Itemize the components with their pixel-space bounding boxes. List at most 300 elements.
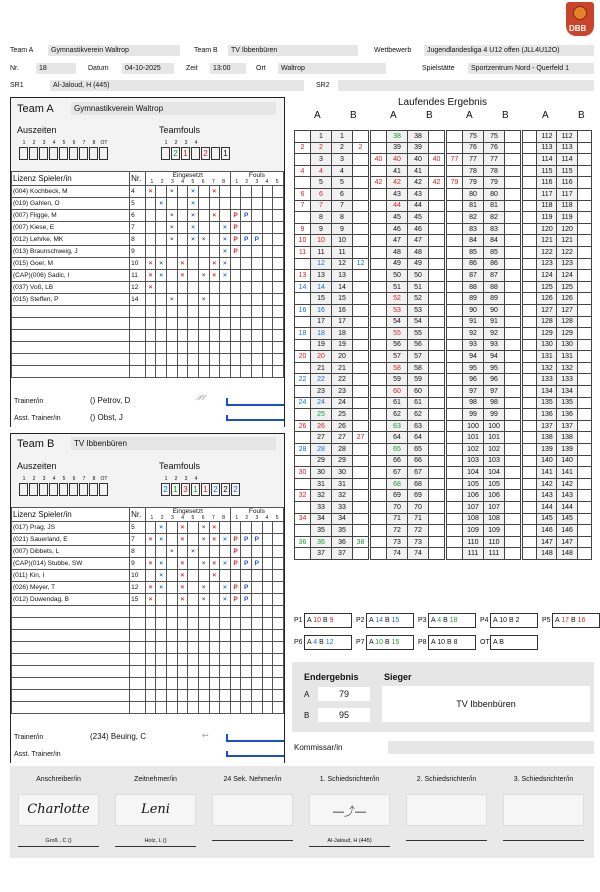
running-a-mark[interactable] (523, 339, 537, 351)
running-a-mark[interactable] (447, 328, 463, 340)
foul-cell[interactable] (252, 570, 263, 582)
foul-cell[interactable] (230, 198, 241, 210)
foul-cell[interactable] (230, 330, 241, 342)
foul-cell[interactable] (252, 366, 263, 378)
played-cell[interactable] (156, 654, 167, 666)
running-b-mark[interactable] (429, 293, 445, 305)
running-a-mark[interactable] (295, 386, 311, 398)
played-cell[interactable] (220, 690, 231, 702)
timeout-box[interactable] (39, 147, 48, 160)
running-b-mark[interactable] (577, 212, 591, 224)
running-b-mark[interactable] (353, 200, 369, 212)
foul-cell[interactable]: P (230, 246, 241, 258)
running-b-mark[interactable] (353, 444, 369, 456)
foul-cell[interactable] (230, 294, 241, 306)
timeout-boxes[interactable] (19, 483, 109, 496)
running-a-mark[interactable] (523, 165, 537, 177)
running-b-mark[interactable] (353, 339, 369, 351)
played-cell[interactable]: × (145, 534, 156, 546)
running-b-mark[interactable] (577, 362, 591, 374)
running-a-mark[interactable] (371, 304, 387, 316)
foul-cell[interactable] (230, 354, 241, 366)
running-a-mark[interactable] (523, 548, 537, 560)
teamfoul-box[interactable]: 1 (221, 147, 230, 160)
running-a-mark[interactable] (371, 293, 387, 305)
played-cell[interactable] (198, 606, 209, 618)
played-cell[interactable]: × (198, 582, 209, 594)
foul-cell[interactable] (273, 282, 284, 294)
played-cell[interactable] (167, 198, 178, 210)
foul-cell[interactable] (262, 306, 273, 318)
running-a-mark[interactable] (523, 293, 537, 305)
played-cell[interactable] (177, 210, 188, 222)
played-cell[interactable] (198, 630, 209, 642)
foul-cell[interactable] (241, 198, 252, 210)
played-cell[interactable]: × (167, 294, 178, 306)
foul-cell[interactable] (252, 306, 263, 318)
played-cell[interactable] (167, 258, 178, 270)
played-cell[interactable]: × (177, 594, 188, 606)
running-a-mark[interactable] (447, 502, 463, 514)
running-a-mark[interactable]: 34 (295, 513, 311, 525)
signature-box[interactable] (503, 794, 584, 826)
running-b-mark[interactable] (505, 281, 521, 293)
played-cell[interactable] (220, 546, 231, 558)
played-cell[interactable] (156, 234, 167, 246)
played-cell[interactable] (188, 618, 199, 630)
running-b-mark[interactable] (353, 131, 369, 143)
foul-cell[interactable] (241, 186, 252, 198)
played-cell[interactable] (188, 558, 199, 570)
running-a-mark[interactable] (447, 467, 463, 479)
played-cell[interactable] (209, 582, 220, 594)
played-cell[interactable] (145, 606, 156, 618)
foul-cell[interactable]: P (252, 534, 263, 546)
played-cell[interactable]: × (177, 270, 188, 282)
running-a-mark[interactable] (371, 455, 387, 467)
running-a-mark[interactable] (371, 281, 387, 293)
running-a-mark[interactable] (371, 246, 387, 258)
running-a-mark[interactable] (447, 478, 463, 490)
foul-cell[interactable] (230, 630, 241, 642)
running-b-mark[interactable]: 27 (353, 432, 369, 444)
played-cell[interactable] (198, 342, 209, 354)
running-a-mark[interactable]: 77 (447, 154, 463, 166)
foul-cell[interactable]: P (241, 234, 252, 246)
played-cell[interactable]: × (188, 546, 199, 558)
played-cell[interactable] (177, 606, 188, 618)
played-cell[interactable]: × (198, 558, 209, 570)
running-b-mark[interactable] (353, 177, 369, 189)
foul-cell[interactable] (241, 666, 252, 678)
played-cell[interactable] (145, 330, 156, 342)
running-a-mark[interactable] (523, 304, 537, 316)
played-cell[interactable] (188, 534, 199, 546)
foul-cell[interactable] (262, 570, 273, 582)
running-a-mark[interactable]: 10 (295, 235, 311, 247)
foul-cell[interactable] (230, 606, 241, 618)
played-cell[interactable] (167, 618, 178, 630)
played-cell[interactable] (220, 210, 231, 222)
played-cell[interactable] (156, 330, 167, 342)
foul-cell[interactable] (230, 270, 241, 282)
played-cell[interactable] (167, 282, 178, 294)
played-cell[interactable] (156, 546, 167, 558)
foul-cell[interactable] (241, 546, 252, 558)
running-a-mark[interactable] (371, 223, 387, 235)
running-b-mark[interactable] (505, 188, 521, 200)
foul-cell[interactable] (273, 318, 284, 330)
running-b-mark[interactable] (353, 374, 369, 386)
running-a-mark[interactable] (371, 270, 387, 282)
played-cell[interactable]: × (145, 558, 156, 570)
teamfoul-box[interactable]: 1 (201, 483, 210, 496)
running-a-mark[interactable] (447, 362, 463, 374)
played-cell[interactable]: × (209, 534, 220, 546)
played-cell[interactable] (156, 282, 167, 294)
foul-cell[interactable] (252, 678, 263, 690)
running-b-mark[interactable] (429, 351, 445, 363)
running-b-mark[interactable] (505, 374, 521, 386)
foul-cell[interactable] (230, 666, 241, 678)
played-cell[interactable]: × (156, 570, 167, 582)
timeout-boxes[interactable] (19, 147, 109, 160)
foul-cell[interactable] (262, 678, 273, 690)
played-cell[interactable] (156, 690, 167, 702)
running-a-mark[interactable] (371, 339, 387, 351)
played-cell[interactable] (145, 306, 156, 318)
running-b-mark[interactable] (577, 502, 591, 514)
foul-cell[interactable] (262, 558, 273, 570)
played-cell[interactable] (209, 234, 220, 246)
foul-cell[interactable]: P (230, 558, 241, 570)
running-a-mark[interactable] (371, 420, 387, 432)
running-b-mark[interactable] (429, 455, 445, 467)
foul-cell[interactable] (262, 318, 273, 330)
running-a-mark[interactable] (447, 444, 463, 456)
running-b-mark[interactable] (577, 351, 591, 363)
foul-cell[interactable]: P (252, 558, 263, 570)
foul-cell[interactable] (241, 270, 252, 282)
running-b-mark[interactable] (353, 513, 369, 525)
foul-cell[interactable] (252, 210, 263, 222)
running-b-mark[interactable] (353, 548, 369, 560)
played-cell[interactable] (156, 366, 167, 378)
played-cell[interactable] (220, 654, 231, 666)
signature-box[interactable] (309, 794, 390, 826)
played-cell[interactable] (198, 546, 209, 558)
foul-cell[interactable] (252, 522, 263, 534)
teamfoul-box[interactable]: 2 (231, 483, 240, 496)
teamfoul-box[interactable]: 2 (161, 483, 170, 496)
played-cell[interactable] (220, 522, 231, 534)
played-cell[interactable] (198, 246, 209, 258)
running-b-mark[interactable] (353, 490, 369, 502)
foul-cell[interactable] (273, 534, 284, 546)
running-b-mark[interactable] (353, 502, 369, 514)
running-b-mark[interactable] (353, 246, 369, 258)
played-cell[interactable] (145, 522, 156, 534)
played-cell[interactable] (220, 354, 231, 366)
timeout-box[interactable] (29, 147, 38, 160)
running-a-mark[interactable] (295, 362, 311, 374)
running-a-mark[interactable] (371, 362, 387, 374)
running-b-mark[interactable] (353, 397, 369, 409)
played-cell[interactable] (188, 654, 199, 666)
foul-cell[interactable] (262, 342, 273, 354)
played-cell[interactable] (156, 630, 167, 642)
played-cell[interactable] (188, 318, 199, 330)
played-cell[interactable] (177, 306, 188, 318)
running-b-mark[interactable] (505, 525, 521, 537)
timeout-box[interactable] (39, 483, 48, 496)
running-a-mark[interactable] (447, 536, 463, 548)
running-a-mark[interactable] (447, 235, 463, 247)
timeout-box[interactable] (99, 483, 108, 496)
played-cell[interactable]: × (156, 258, 167, 270)
running-b-mark[interactable] (353, 328, 369, 340)
running-a-mark[interactable]: 13 (295, 270, 311, 282)
running-b-mark[interactable]: 38 (353, 536, 369, 548)
running-b-mark[interactable] (577, 420, 591, 432)
played-cell[interactable] (198, 570, 209, 582)
running-b-mark[interactable] (505, 246, 521, 258)
teamfoul-box[interactable]: 1 (171, 483, 180, 496)
running-a-mark[interactable]: 26 (295, 420, 311, 432)
played-cell[interactable] (188, 570, 199, 582)
played-cell[interactable] (188, 282, 199, 294)
played-cell[interactable] (198, 330, 209, 342)
running-b-mark[interactable] (577, 339, 591, 351)
played-cell[interactable] (220, 366, 231, 378)
running-b-mark[interactable] (577, 142, 591, 154)
played-cell[interactable] (188, 294, 199, 306)
running-a-mark[interactable] (295, 502, 311, 514)
running-b-mark[interactable] (505, 467, 521, 479)
foul-cell[interactable] (273, 210, 284, 222)
running-a-mark[interactable] (295, 478, 311, 490)
foul-cell[interactable] (252, 690, 263, 702)
running-b-mark[interactable] (353, 188, 369, 200)
foul-cell[interactable] (241, 618, 252, 630)
played-cell[interactable] (177, 294, 188, 306)
running-a-mark[interactable] (371, 131, 387, 143)
played-cell[interactable] (167, 342, 178, 354)
played-cell[interactable] (188, 258, 199, 270)
running-b-mark[interactable] (429, 235, 445, 247)
foul-cell[interactable] (262, 258, 273, 270)
running-a-mark[interactable] (523, 478, 537, 490)
foul-cell[interactable]: P (230, 534, 241, 546)
running-a-mark[interactable] (523, 131, 537, 143)
running-b-mark[interactable] (505, 293, 521, 305)
foul-cell[interactable] (230, 186, 241, 198)
played-cell[interactable]: × (220, 534, 231, 546)
running-b-mark[interactable] (353, 304, 369, 316)
running-b-mark[interactable] (577, 281, 591, 293)
foul-cell[interactable] (241, 570, 252, 582)
played-cell[interactable] (167, 246, 178, 258)
foul-cell[interactable] (230, 258, 241, 270)
played-cell[interactable] (167, 270, 178, 282)
played-cell[interactable] (156, 222, 167, 234)
running-a-mark[interactable] (523, 351, 537, 363)
running-b-mark[interactable] (505, 455, 521, 467)
foul-cell[interactable] (262, 690, 273, 702)
foul-cell[interactable] (230, 702, 241, 714)
played-cell[interactable] (167, 594, 178, 606)
running-a-mark[interactable] (523, 409, 537, 421)
foul-cell[interactable] (241, 222, 252, 234)
played-cell[interactable] (145, 354, 156, 366)
running-a-mark[interactable] (295, 548, 311, 560)
foul-cell[interactable] (241, 330, 252, 342)
running-a-mark[interactable] (523, 154, 537, 166)
teamfoul-box[interactable]: 3 (181, 483, 190, 496)
running-b-mark[interactable] (505, 339, 521, 351)
running-b-mark[interactable] (353, 351, 369, 363)
running-a-mark[interactable] (295, 432, 311, 444)
running-a-mark[interactable] (523, 223, 537, 235)
played-cell[interactable] (145, 618, 156, 630)
foul-cell[interactable] (273, 522, 284, 534)
played-cell[interactable] (220, 630, 231, 642)
played-cell[interactable] (198, 618, 209, 630)
running-b-mark[interactable] (505, 304, 521, 316)
running-a-mark[interactable] (295, 525, 311, 537)
foul-cell[interactable] (252, 630, 263, 642)
running-b-mark[interactable] (577, 246, 591, 258)
played-cell[interactable]: × (209, 570, 220, 582)
teamfoul-box[interactable]: 2 (201, 147, 210, 160)
played-cell[interactable] (145, 690, 156, 702)
played-cell[interactable] (198, 702, 209, 714)
played-cell[interactable] (220, 618, 231, 630)
running-b-mark[interactable] (505, 200, 521, 212)
played-cell[interactable]: × (145, 186, 156, 198)
played-cell[interactable]: × (220, 246, 231, 258)
running-b-mark[interactable] (429, 420, 445, 432)
foul-cell[interactable] (252, 354, 263, 366)
running-b-mark[interactable] (505, 177, 521, 189)
running-a-mark[interactable] (447, 397, 463, 409)
played-cell[interactable]: × (220, 234, 231, 246)
running-b-mark[interactable] (429, 188, 445, 200)
timeout-box[interactable] (19, 483, 28, 496)
teamfoul-box[interactable] (161, 147, 170, 160)
played-cell[interactable]: × (167, 186, 178, 198)
running-a-mark[interactable] (523, 386, 537, 398)
timeout-box[interactable] (89, 483, 98, 496)
played-cell[interactable] (220, 318, 231, 330)
running-b-mark[interactable] (353, 270, 369, 282)
running-b-mark[interactable] (353, 386, 369, 398)
played-cell[interactable]: × (177, 534, 188, 546)
running-b-mark[interactable] (429, 212, 445, 224)
foul-cell[interactable] (230, 642, 241, 654)
running-a-mark[interactable] (523, 490, 537, 502)
running-b-mark[interactable] (353, 455, 369, 467)
foul-cell[interactable] (262, 246, 273, 258)
foul-cell[interactable] (273, 546, 284, 558)
running-b-mark[interactable] (577, 235, 591, 247)
played-cell[interactable] (145, 546, 156, 558)
played-cell[interactable] (167, 354, 178, 366)
running-a-mark[interactable] (371, 328, 387, 340)
foul-cell[interactable]: P (230, 210, 241, 222)
running-b-mark[interactable] (577, 513, 591, 525)
foul-cell[interactable] (273, 642, 284, 654)
played-cell[interactable] (209, 342, 220, 354)
running-a-mark[interactable] (523, 200, 537, 212)
running-a-mark[interactable] (523, 362, 537, 374)
foul-cell[interactable] (273, 330, 284, 342)
played-cell[interactable] (156, 246, 167, 258)
foul-cell[interactable] (262, 198, 273, 210)
played-cell[interactable] (156, 210, 167, 222)
running-a-mark[interactable] (523, 328, 537, 340)
running-a-mark[interactable] (523, 467, 537, 479)
played-cell[interactable] (220, 606, 231, 618)
running-a-mark[interactable]: 4 (295, 165, 311, 177)
played-cell[interactable] (209, 594, 220, 606)
running-a-mark[interactable] (447, 374, 463, 386)
foul-cell[interactable] (262, 594, 273, 606)
running-b-mark[interactable] (505, 444, 521, 456)
played-cell[interactable] (167, 558, 178, 570)
running-b-mark[interactable] (353, 212, 369, 224)
running-b-mark[interactable] (353, 223, 369, 235)
played-cell[interactable] (145, 222, 156, 234)
teamfoul-box[interactable]: 1 (181, 147, 190, 160)
running-b-mark[interactable] (505, 536, 521, 548)
foul-cell[interactable] (230, 306, 241, 318)
foul-cell[interactable] (241, 294, 252, 306)
played-cell[interactable] (209, 606, 220, 618)
timeout-box[interactable] (89, 147, 98, 160)
running-b-mark[interactable] (353, 281, 369, 293)
running-a-mark[interactable] (295, 154, 311, 166)
running-a-mark[interactable] (371, 316, 387, 328)
played-cell[interactable] (188, 330, 199, 342)
running-a-mark[interactable] (523, 235, 537, 247)
played-cell[interactable] (198, 210, 209, 222)
running-b-mark[interactable] (577, 258, 591, 270)
running-a-mark[interactable] (447, 304, 463, 316)
played-cell[interactable]: × (209, 258, 220, 270)
foul-cell[interactable] (252, 546, 263, 558)
foul-cell[interactable] (262, 222, 273, 234)
running-b-mark[interactable] (429, 490, 445, 502)
running-b-mark[interactable] (577, 386, 591, 398)
played-cell[interactable]: × (156, 270, 167, 282)
foul-cell[interactable]: P (230, 582, 241, 594)
running-a-mark[interactable] (371, 235, 387, 247)
played-cell[interactable] (145, 570, 156, 582)
foul-cell[interactable] (262, 702, 273, 714)
running-a-mark[interactable]: 20 (295, 351, 311, 363)
foul-cell[interactable] (273, 354, 284, 366)
teamfoul-box[interactable]: 1 (191, 483, 200, 496)
foul-cell[interactable] (252, 246, 263, 258)
foul-cell[interactable] (241, 654, 252, 666)
played-cell[interactable] (145, 342, 156, 354)
running-b-mark[interactable] (429, 386, 445, 398)
foul-cell[interactable] (273, 570, 284, 582)
played-cell[interactable] (177, 186, 188, 198)
foul-cell[interactable]: P (252, 234, 263, 246)
running-b-mark[interactable] (429, 316, 445, 328)
